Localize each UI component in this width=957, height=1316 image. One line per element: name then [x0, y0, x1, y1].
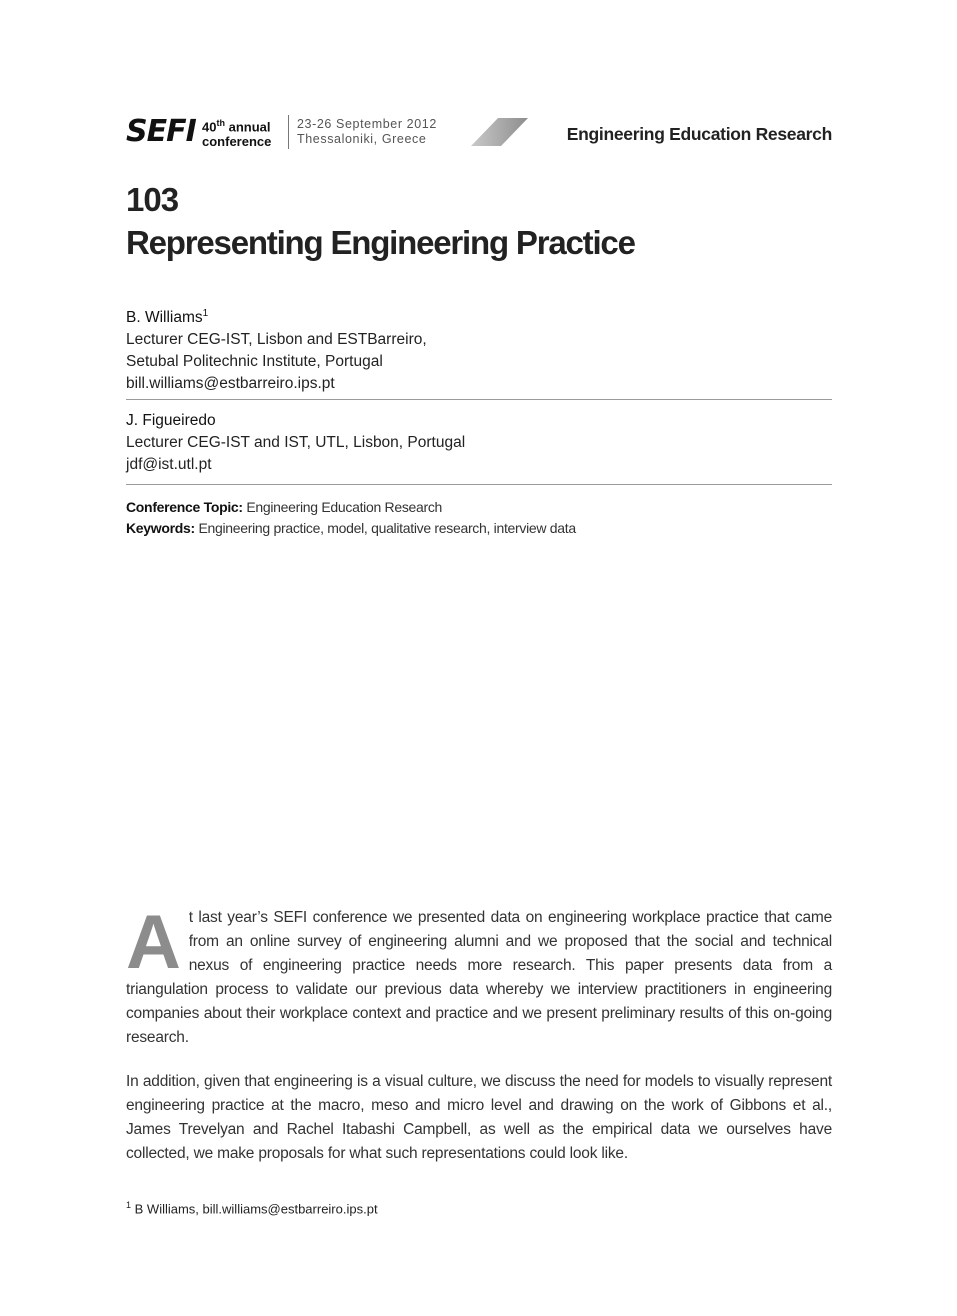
decorative-stripe-icon [471, 118, 529, 146]
keywords [126, 518, 576, 538]
author-block [126, 410, 465, 476]
author-affiliation: Lecturer CEG-IST, Lisbon and ESTBarreiro, [126, 331, 427, 349]
author-name: J. Figueiredo [126, 412, 216, 429]
annual-ordinal: 40 [202, 119, 217, 135]
abstract [126, 900, 832, 1186]
footnote-mark: 1 [126, 1200, 132, 1210]
author-affiliation: Lecturer CEG-IST and IST, UTL, Lisbon, Portugal [126, 434, 466, 451]
annual-word: annual [228, 119, 271, 135]
topic-value: Engineering Education Research [246, 499, 443, 515]
divider [126, 399, 832, 400]
footnote [126, 1196, 378, 1218]
divider [126, 484, 832, 485]
author-email: bill.williams@estbarreiro.ips.pt [126, 375, 335, 393]
abstract-paragraph-text: t last year’s SEFI conference we presented data on engineering workplace practice that came from an online survey of engineering alumni and we proposed that the social and technical nexus of engineering practice needs more research. This paper presents data from a triangulation process to validate our previous data whereby we interview practitioners in engineering companies about their workplace context and practice and we present preliminary results of this on-going research. [126, 909, 832, 1046]
author-name-text: B. Williams [126, 309, 203, 327]
annual-suffix: th [216, 118, 225, 128]
page-header [126, 114, 832, 154]
author-block [126, 303, 427, 395]
annual-conference-label [202, 116, 271, 149]
conference-dates [297, 117, 437, 146]
author-affiliation: Setubal Politechnic Institute, Portugal [126, 353, 383, 371]
paper-number: 103 [126, 181, 179, 218]
drop-cap: A [126, 900, 181, 985]
author-email: jdf@ist.utl.pt [126, 456, 212, 473]
keywords-label: Keywords: [126, 520, 195, 536]
author-footnote-mark: 1 [202, 308, 209, 319]
topic-label: Conference Topic: [126, 499, 243, 515]
abstract-paragraph: In addition, given that engineering is a visual culture, we discuss the need for models to visually represent engineering practice at the macro, meso and micro level and drawing on the work of Gibbons et al., James Trevelyan and Rachel Itabashi Campbell, as well as the empirical data we ourselves have collected, we make proposals for what such representations could look like. [126, 1073, 832, 1162]
sefi-logo: SEFI [126, 114, 196, 149]
conference-location: Thessaloniki, Greece [297, 131, 427, 146]
footnote-text: B Williams, bill.williams@estbarreiro.ips.pt [134, 1201, 378, 1217]
author-name [126, 303, 427, 329]
conference-date-range: 23-26 September 2012 [297, 117, 437, 131]
conference-topic [126, 497, 442, 517]
header-divider [288, 115, 289, 149]
track-title: Engineering Education Research [566, 124, 832, 144]
annual-line2: conference [202, 134, 272, 150]
keywords-value: Engineering practice, model, qualitative research, interview data [198, 520, 576, 536]
paper-title: Representing Engineering Practice [126, 224, 635, 261]
abstract-paragraph [126, 900, 832, 1050]
